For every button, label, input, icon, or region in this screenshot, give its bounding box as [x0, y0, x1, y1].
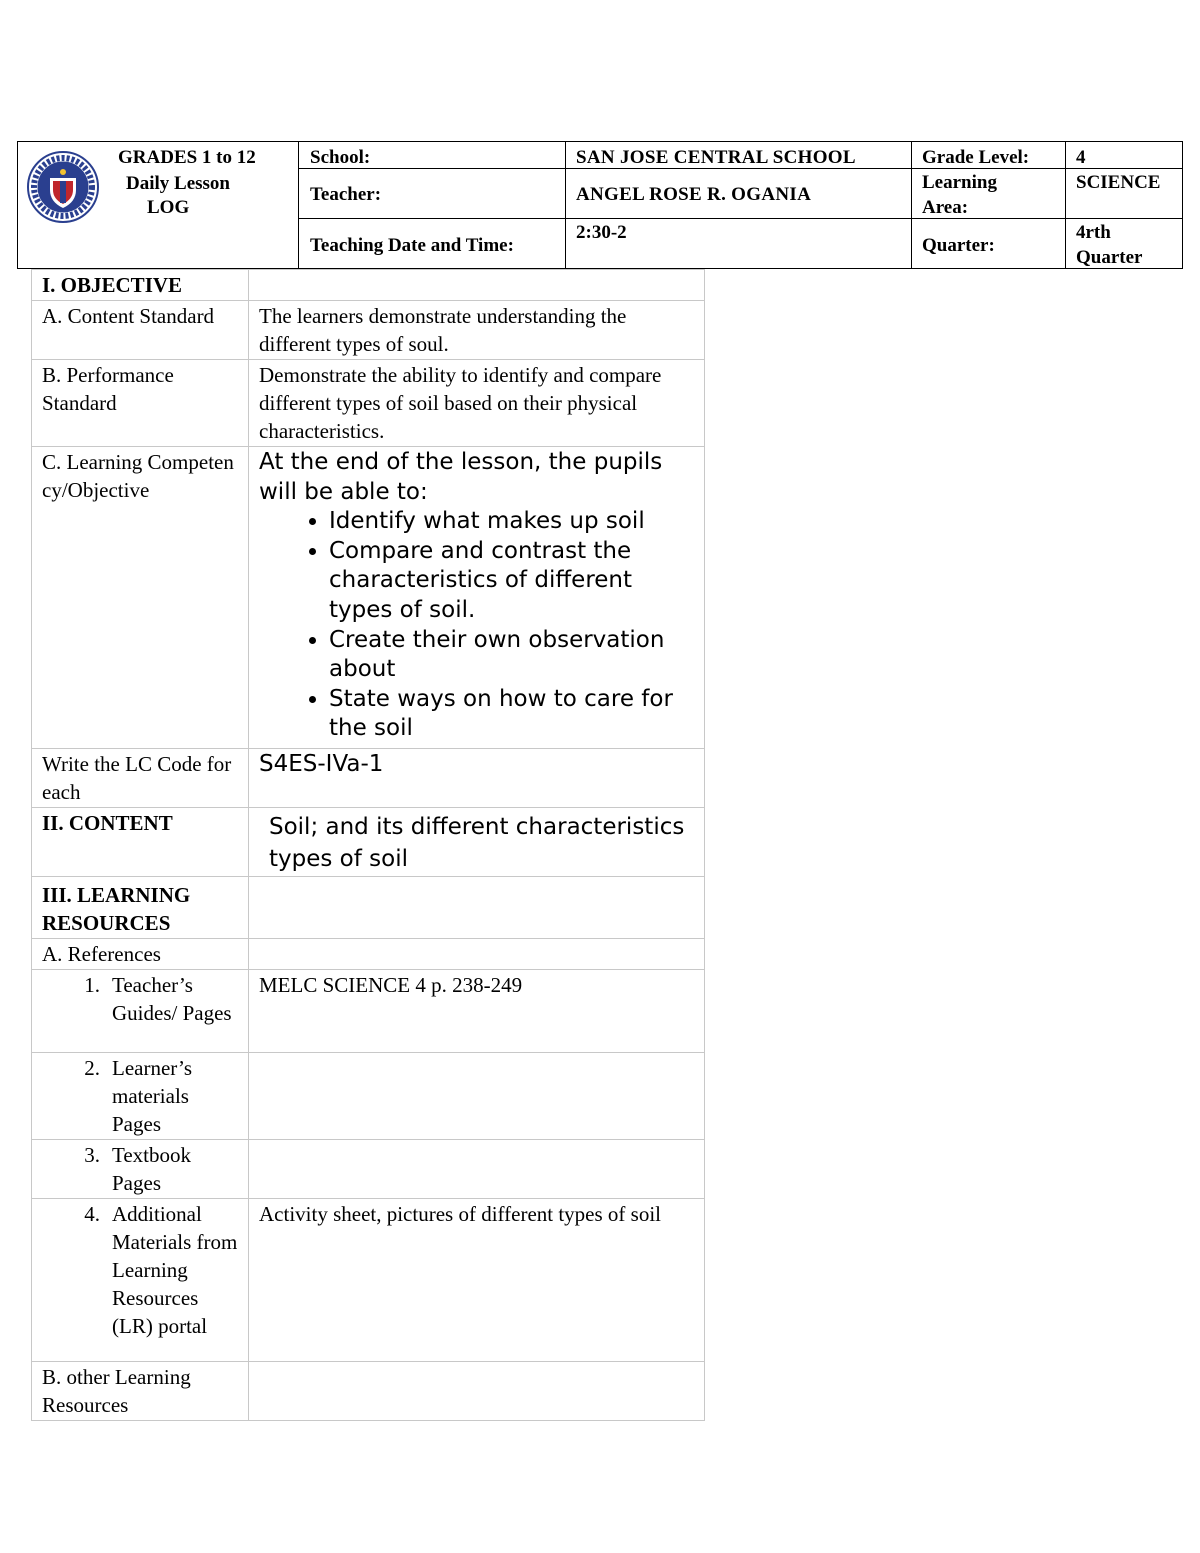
reference-label: Learner’s materials Pages [112, 1056, 193, 1136]
teaching-datetime-value: 2:30-2 [576, 222, 627, 243]
reference-value: Activity sheet, pictures of different types of soil [249, 1199, 705, 1362]
learning-resources-heading: III. LEARNING RESOURCES [32, 877, 249, 939]
empty-cell [249, 877, 705, 939]
table-row [32, 360, 705, 447]
dll-header-table [17, 141, 1183, 269]
content-standard-label: A. Content Standard [32, 301, 249, 360]
table-row [32, 939, 705, 970]
teaching-datetime-label: Teaching Date and Time: [310, 235, 514, 256]
school-label: School: [310, 147, 371, 168]
table-row [32, 1199, 705, 1362]
reference-number: 4. [84, 1202, 100, 1226]
reference-value [249, 1140, 705, 1199]
table-row [32, 1362, 705, 1421]
lc-code-value: S4ES-IVa-1 [249, 749, 705, 808]
school-value: SAN JOSE CENTRAL SCHOOL [576, 147, 856, 168]
quarter-value-line-2: Quarter [1076, 247, 1143, 268]
table-row [32, 749, 705, 808]
table-row [32, 270, 705, 301]
header-divider [298, 218, 1182, 219]
table-row [32, 301, 705, 360]
reference-label: Teacher’s Guides/ Pages [112, 973, 232, 1025]
dll-title-line-1: GRADES 1 to 12 [118, 147, 256, 168]
competency-intro: At the end of the lesson, the pupils will be able to: [259, 449, 663, 505]
lesson-plan-table [31, 269, 705, 1421]
performance-standard-label: B. Performance Standard [32, 360, 249, 447]
reference-label: Textbook Pages [112, 1143, 192, 1195]
learning-area-label-1: Learning [922, 172, 997, 193]
grade-level-label: Grade Level: [922, 147, 1030, 168]
deped-seal-logo [26, 150, 100, 224]
learning-competency-value [249, 447, 705, 749]
table-row [32, 1140, 705, 1199]
header-divider [565, 142, 566, 268]
empty-cell [249, 1362, 705, 1421]
header-divider [911, 142, 912, 268]
header-divider [298, 142, 299, 268]
reference-label: Additional Materials from Learning Resources (LR) portal [112, 1202, 238, 1338]
table-row [32, 447, 705, 749]
header-divider [1065, 142, 1066, 268]
reference-item [32, 970, 249, 1053]
dll-title-line-2: Daily Lesson [126, 173, 230, 194]
table-row [32, 970, 705, 1053]
learning-area-value: SCIENCE [1076, 172, 1161, 193]
reference-item [32, 1199, 249, 1362]
reference-value [249, 1053, 705, 1140]
reference-number: 2. [84, 1056, 100, 1080]
quarter-label: Quarter: [922, 235, 995, 256]
references-label: A. References [32, 939, 249, 970]
content-heading: II. CONTENT [32, 808, 249, 877]
performance-standard-value: Demonstrate the ability to identify and compare different types of soil based on their physical characteristics. [249, 360, 705, 447]
content-value: Soil; and its different characteristics types of soil [249, 808, 705, 877]
table-row [32, 808, 705, 877]
reference-item [32, 1053, 249, 1140]
quarter-value-line-1: 4rth [1076, 222, 1111, 243]
dll-title-line-3: LOG [147, 197, 190, 218]
lc-code-label: Write the LC Code for each [32, 749, 249, 808]
list-item: • State ways on how to care for the soil [329, 685, 694, 744]
list-item: • Identify what makes up soil [329, 507, 694, 537]
reference-value: MELC SCIENCE 4 p. 238-249 [249, 970, 705, 1053]
competency-list [259, 507, 694, 744]
teacher-label: Teacher: [310, 184, 382, 205]
reference-number: 1. [84, 973, 100, 997]
objective-heading: I. OBJECTIVE [32, 270, 249, 301]
empty-cell [249, 939, 705, 970]
teacher-value: ANGEL ROSE R. OGANIA [576, 184, 812, 205]
content-standard-value: The learners demonstrate understanding the different types of soul. [249, 301, 705, 360]
reference-item [32, 1140, 249, 1199]
table-row [32, 1053, 705, 1140]
other-resources-label: B. other Learning Resources [32, 1362, 249, 1421]
learning-area-label-2: Area: [922, 197, 969, 218]
list-item: • Create their own observation about [329, 626, 694, 685]
list-item: • Compare and contrast the characteristics of different types of soil. [329, 537, 694, 626]
empty-cell [249, 270, 705, 301]
learning-competency-label: C. Learning Competency/Objective [32, 447, 249, 749]
reference-number: 3. [84, 1143, 100, 1167]
table-row [32, 877, 705, 939]
grade-level-value: 4 [1076, 147, 1086, 168]
